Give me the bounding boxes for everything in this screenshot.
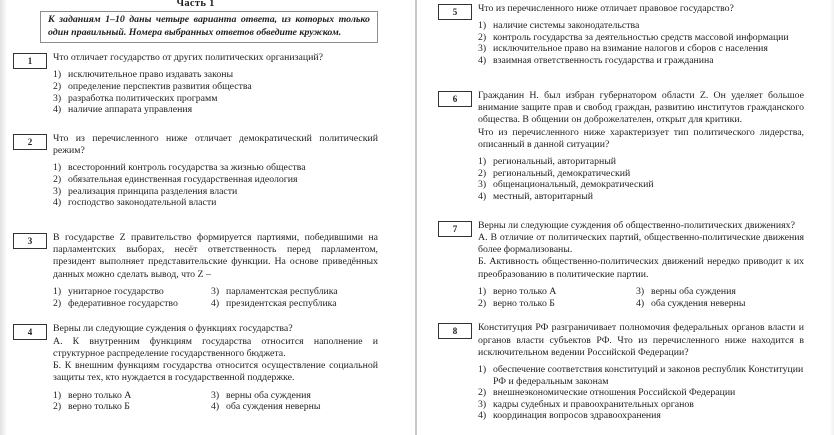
- option-item: [53, 197, 378, 209]
- question-text: [53, 323, 378, 384]
- option-number: 1): [53, 69, 62, 81]
- option-text: президентская республика: [226, 297, 337, 309]
- question-8: [438, 322, 804, 422]
- option-text: наличие системы законодательства: [493, 20, 640, 32]
- option-number: 3): [636, 286, 645, 298]
- option-number: 1): [478, 364, 487, 376]
- question-number-box: 2: [13, 134, 47, 150]
- options-list: [53, 390, 378, 413]
- option-number: 4): [478, 55, 487, 67]
- option-text: верно только А: [493, 286, 557, 298]
- option-text: оба суждения неверны: [226, 401, 321, 413]
- options-list: [478, 286, 804, 309]
- question-number-box: 8: [438, 323, 472, 339]
- option-item: [53, 69, 378, 81]
- option-item: [53, 104, 378, 116]
- option-number: 4): [211, 297, 220, 309]
- option-number: 1): [53, 162, 62, 174]
- options-list: [478, 20, 804, 66]
- question-7: [438, 220, 804, 310]
- option-item: [478, 20, 804, 32]
- option-number: 3): [478, 43, 487, 55]
- question-text: [478, 220, 804, 281]
- question-4: [13, 323, 378, 413]
- page-edge-shadow-right: [830, 0, 834, 435]
- option-item: [53, 390, 211, 402]
- question-5: [438, 3, 804, 67]
- question-paragraph: Что из перечисленного ниже отличает демократический политический режим?: [53, 132, 378, 157]
- option-number: 1): [53, 286, 62, 298]
- option-text: верно только Б: [493, 297, 555, 309]
- page-divider: [415, 0, 417, 435]
- option-text: взаимная ответственность государства и гражданина: [493, 55, 714, 67]
- option-item: [636, 286, 804, 298]
- option-number: 4): [53, 104, 62, 116]
- option-number: 3): [211, 286, 220, 298]
- question-paragraph: Гражданин Н. был избран губернатором области Z. Он уделяет большое внимание защите прав и свобод граждан, развитию институтов гражданского общества. В общении он доброжелателен, открыт для критики.: [478, 89, 804, 126]
- option-item: [478, 179, 804, 191]
- option-text: верны оба суждения: [226, 389, 311, 401]
- question-number-box: 4: [13, 324, 47, 340]
- option-number: 4): [636, 297, 645, 309]
- option-text: местный, авторитарный: [493, 190, 594, 202]
- options-list: [53, 69, 378, 115]
- option-item: [478, 387, 804, 399]
- question-number-box: 7: [438, 221, 472, 237]
- option-text: оба суждения неверны: [651, 297, 746, 309]
- option-text: исключительное право на взимание налогов и сборов с населения: [493, 43, 768, 55]
- option-number: 3): [478, 398, 487, 410]
- option-number: 2): [478, 31, 487, 43]
- question-text: [478, 90, 804, 151]
- question-paragraph: Что из перечисленного ниже характеризует тип политического лидерства, описанный в данной ситуации?: [478, 126, 804, 150]
- part-title: Часть 1: [176, 0, 215, 9]
- question-6: [438, 90, 804, 203]
- option-text: кадры судебных и правоохранительных органов: [493, 398, 694, 410]
- options-list: [53, 286, 378, 309]
- option-number: 3): [211, 389, 220, 401]
- options-list: [478, 364, 804, 422]
- question-text: [53, 232, 378, 281]
- instruction-box: [40, 11, 378, 43]
- option-item: [211, 390, 378, 402]
- option-number: 2): [53, 81, 62, 93]
- option-item: [211, 286, 378, 298]
- option-number: 3): [478, 179, 487, 191]
- option-item: [478, 43, 804, 55]
- option-number: 2): [53, 174, 62, 186]
- option-number: 3): [53, 92, 62, 104]
- question-paragraph: Что отличает государство от других политических организаций?: [53, 52, 323, 64]
- option-text: контроль государства за деятельностью средств массовой информации: [493, 31, 789, 43]
- options-list: [478, 156, 804, 202]
- statement-a: А. В отличие от политических партий, общественно-политические движения более формализованы.: [478, 231, 804, 256]
- option-number: 4): [478, 190, 487, 202]
- question-1: [13, 52, 378, 116]
- option-item: [478, 156, 804, 168]
- option-text: наличие аппарата управления: [68, 104, 193, 116]
- option-text: разработка политических программ: [68, 92, 218, 104]
- option-text: внешнеэкономические отношения Российской Федерации: [493, 387, 736, 399]
- option-item: [636, 298, 804, 310]
- question-number-box: 1: [13, 53, 47, 69]
- option-item: [211, 298, 378, 310]
- option-item: [53, 174, 378, 186]
- statement-b: Б. Активность общественно-политических движений нередко приводит к их преобразованию в политические партии.: [478, 256, 804, 280]
- option-item: [478, 55, 804, 67]
- option-text: верны оба суждения: [651, 286, 736, 298]
- statement-b: Б. К внешним функциям государства относится осуществление социальной защиты тех, кто нуждается в государственной поддержке.: [53, 360, 378, 384]
- option-text: реализация принципа разделения власти: [68, 185, 238, 197]
- option-number: 1): [478, 286, 487, 298]
- question-2: [13, 133, 378, 209]
- option-number: 2): [53, 401, 62, 413]
- option-number: 3): [53, 185, 62, 197]
- option-item: [53, 298, 211, 310]
- option-number: 1): [478, 156, 487, 168]
- option-number: 1): [478, 20, 487, 32]
- option-text: федеративное государство: [68, 297, 178, 309]
- question-text: [478, 322, 804, 359]
- option-number: 2): [478, 297, 487, 309]
- option-number: 4): [53, 197, 62, 209]
- option-number: 1): [53, 389, 62, 401]
- option-item: [53, 286, 211, 298]
- question-number-box: 5: [438, 4, 472, 20]
- option-item: [478, 399, 804, 411]
- option-text: определение перспектив развития общества: [68, 81, 252, 93]
- option-item: [478, 410, 804, 422]
- option-number: 4): [211, 401, 220, 413]
- option-text: господство законодательной власти: [68, 197, 217, 209]
- question-paragraph: Что из перечисленного ниже отличает правовое государство?: [478, 3, 734, 14]
- option-item: [211, 401, 378, 413]
- question-paragraph: Верны ли следующие суждения об общественно-политических движениях?: [478, 219, 795, 231]
- option-number: 4): [478, 410, 487, 422]
- question-number-box: 3: [13, 233, 47, 249]
- option-number: 2): [53, 297, 62, 309]
- question-paragraph: Верны ли следующие суждения о функциях государства?: [53, 323, 293, 335]
- option-item: [53, 186, 378, 198]
- option-item: [478, 364, 804, 387]
- instruction-text: К заданиям 1–10 даны четыре варианта ответа, из которых только один правильный. Номера выбранных ответов обведите кружком.: [48, 14, 370, 38]
- option-text: верно только А: [68, 389, 132, 401]
- option-item: [478, 168, 804, 180]
- option-text: обязательная единственная государственная идеология: [68, 174, 298, 186]
- option-text: общенациональный, демократический: [493, 179, 654, 191]
- option-item: [53, 401, 211, 413]
- option-text: верно только Б: [68, 401, 130, 413]
- option-number: 2): [478, 387, 487, 399]
- option-number: 2): [478, 167, 487, 179]
- option-text: координация вопросов здравоохранения: [493, 410, 661, 422]
- question-number-box: 6: [438, 91, 472, 107]
- question-paragraph: В государстве Z правительство формируется партиями, победившими на парламентских выборах, несёт ответственность перед парламентом, президент выполняет представительские функции. На основе приведённых данных можно сделать вывод, что Z –: [53, 231, 378, 280]
- option-item: [478, 298, 636, 310]
- option-text: парламентская республика: [226, 286, 338, 298]
- option-item: [478, 286, 636, 298]
- question-text: [53, 133, 378, 158]
- option-item: [53, 162, 378, 174]
- page-right: [417, 0, 834, 435]
- option-text: исключительное право издавать законы: [68, 69, 234, 81]
- option-text: унитарное государство: [68, 286, 164, 298]
- option-item: [53, 93, 378, 105]
- option-text: региональный, авторитарный: [493, 156, 617, 168]
- statement-a: А. К внутренним функциям государства относится наполнение и структурное распределение государственного бюджета.: [53, 335, 378, 359]
- option-item: [478, 191, 804, 203]
- question-text: [478, 3, 804, 15]
- option-item: [478, 32, 804, 44]
- page-edge-shadow-left: [0, 0, 7, 435]
- question-text: [53, 52, 378, 64]
- options-list: [53, 162, 378, 208]
- question-3: [13, 232, 378, 309]
- option-item: [53, 81, 378, 93]
- option-text: всесторонний контроль государства за жизнью общества: [68, 162, 306, 174]
- option-text: обеспечение соответствия конституций и законов республик Конституции РФ и федеральным законам: [493, 364, 804, 387]
- question-paragraph: Конституция РФ разграничивает полномочия федеральных органов власти и органов власти субъектов РФ. Что из перечисленного ниже находится в исключительном ведении Российской Федерации?: [478, 322, 804, 358]
- option-text: региональный, демократический: [493, 167, 631, 179]
